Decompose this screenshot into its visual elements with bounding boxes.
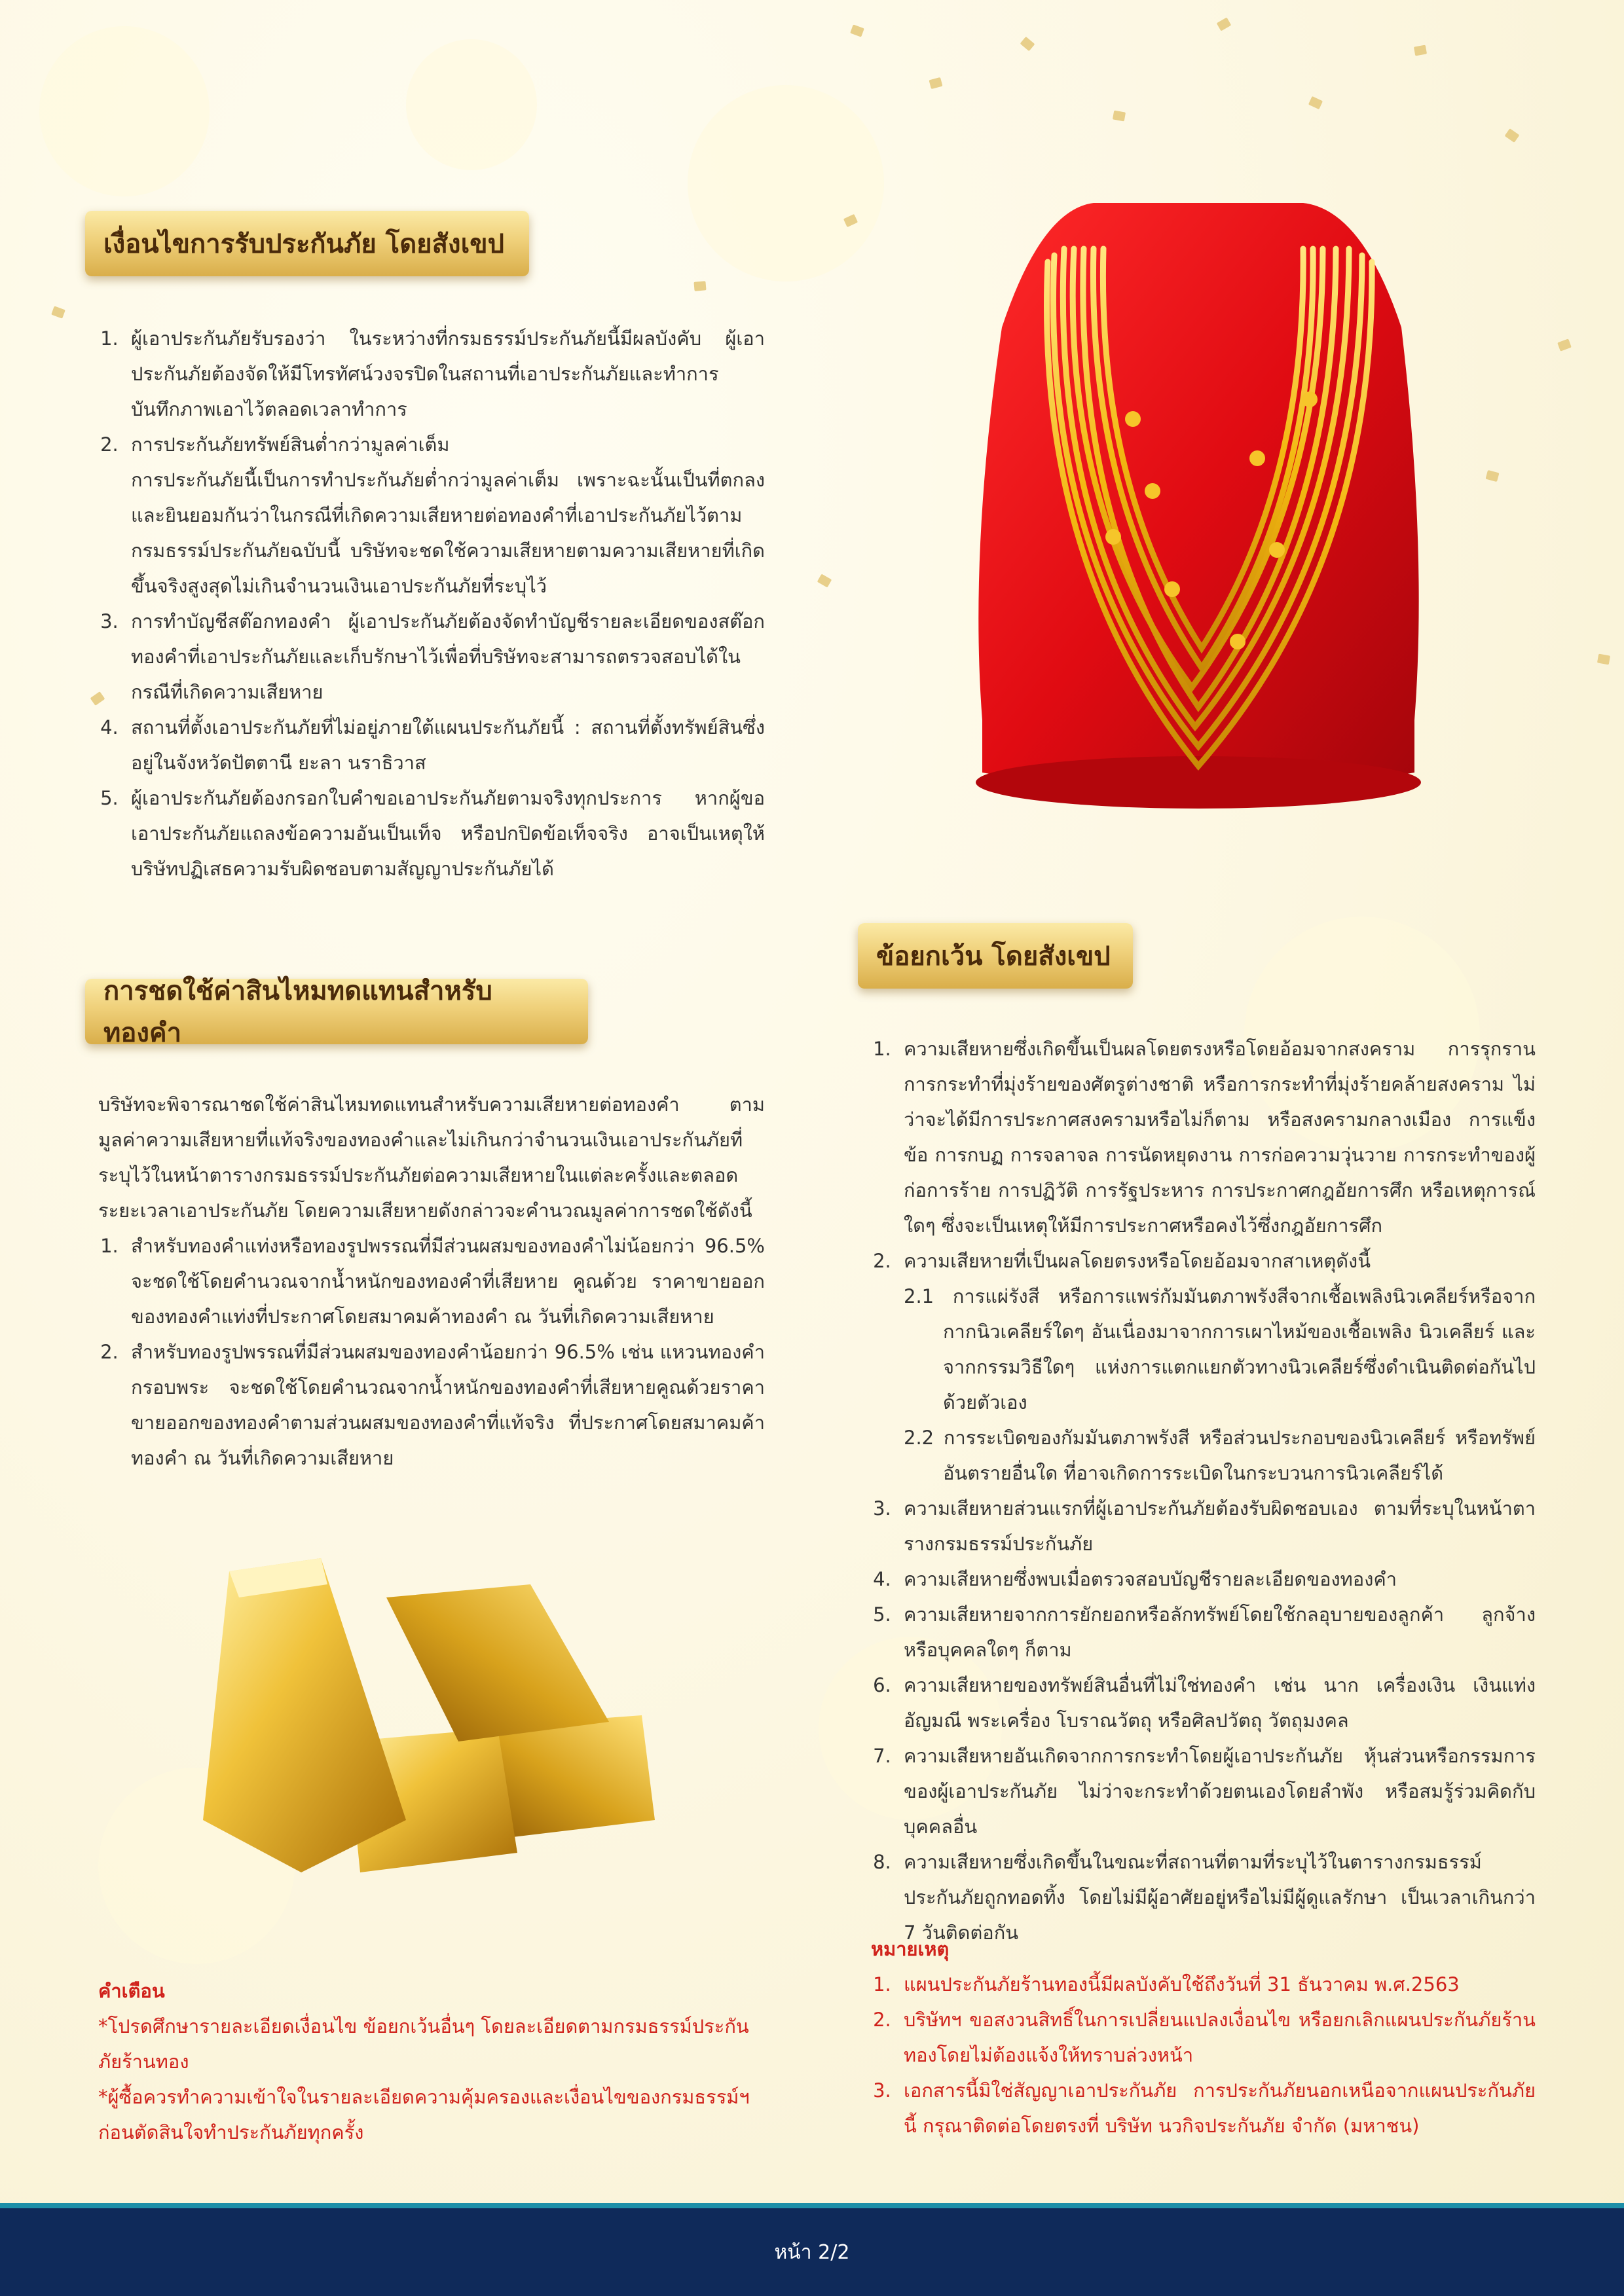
gold-necklace-on-red-stand-image <box>943 183 1454 825</box>
confetti <box>1217 17 1232 31</box>
list-item: 4. ความเสียหายซึ่งพบเมื่อตรวจสอบบัญชีรายละเอียดของทองคำ <box>897 1561 1536 1597</box>
warning-block <box>98 1973 765 2150</box>
list-item: 7. ความเสียหายอันเกิดจากการกระทำโดยผู้เอาประกันภัย หุ้นส่วนหรือกรรมการของผู้เอาประกันภัย ไม่ว่าจะกระทำด้วยตนเองโดยลำพัง หรือสมรู้ร่วมคิดกับบุคคลอื่น <box>897 1738 1536 1844</box>
list-item: 2. สำหรับทองรูปพรรณที่มีส่วนผสมของทองคำน้อยกว่า 96.5% เช่น แหวนทองคำ กรอบพระ จะชดใช้โดยคำนวณจากน้ำหนักของทองคำที่เสียหายคูณด้วยราคาขายออกของทองคำตามส่วนผสมของทองคำที่แท้จริง ที่ประกาศโดยสมาคมค้าทองคำ ณ วันที่เกิดความเสียหาย <box>124 1334 765 1476</box>
warning-line: *โปรดศึกษารายละเอียดเงื่อนไข ข้อยกเว้นอื่นๆ โดยละเอียดตามกรมธรรม์ประกันภัยร้านทอง <box>98 2015 749 2073</box>
bokeh-light <box>688 85 884 282</box>
confetti <box>1505 128 1520 143</box>
confetti <box>1597 654 1610 665</box>
conditions-list <box>98 321 765 886</box>
warning-title: คำเตือน <box>98 1980 165 2002</box>
bokeh-light <box>406 39 537 170</box>
list-item: 2. การประกันภัยทรัพย์สินต่ำกว่ามูลค่าเต็ม การประกันภัยนี้เป็นการทำประกันภัยต่ำกว่ามูลค่าเต็ม เพราะฉะนั้นเป็นที่ตกลงและยินยอมกันว่าในกรณีที่เกิดความเสียหายต่อทองคำที่เอาประกันภัยไว้ตามกรมธรรม์ประกันภัยฉบับนี้ บริษัทจะชดใช้ความเสียหายตามความเสียหายที่เกิดขึ้นจริงสูงสุดไม่เกินจำนวนเงินเอาประกันภัยที่ระบุไว้ <box>124 427 765 604</box>
confetti <box>850 24 864 37</box>
warning-line: *ผู้ซื้อควรทำความเข้าใจในรายละเอียดความคุ้มครองและเงื่อนไขของกรมธรรม์ฯ ก่อนตัดสินใจทำประกันภัยทุกครั้ง <box>98 2086 750 2143</box>
list-item: 4. สถานที่ตั้งเอาประกันภัยที่ไม่อยู่ภายใต้แผนประกันภัยนี้ : สถานที่ตั้งทรัพย์สินซึ่งอยู่ในจังหวัดปัตตานี ยะลา นราธิวาส <box>124 710 765 780</box>
confetti <box>693 281 706 291</box>
item-detail: การประกันภัยนี้เป็นการทำประกันภัยต่ำกว่ามูลค่าเต็ม เพราะฉะนั้นเป็นที่ตกลงและยินยอมกันว่าในกรณีที่เกิดความเสียหายต่อทองคำที่เอาประกันภัยไว้ตามกรมธรรม์ประกันภัยฉบับนี้ บริษัทจะชดใช้ความเสียหายตามความเสียหายที่เกิดขึ้นจริงสูงสุดไม่เกินจำนวนเงินเอาประกันภัยที่ระบุไว้ <box>131 469 765 597</box>
confetti <box>1020 37 1035 51</box>
notes-title: หมายเหตุ <box>871 1938 950 1960</box>
list-item: 5. ผู้เอาประกันภัยต้องกรอกใบคำขอเอาประกันภัยตามจริงทุกประการ หากผู้ขอเอาประกันภัยแถลงข้อความอันเป็นเท็จ หรือปกปิดข้อเท็จจริง อาจเป็นเหตุให้บริษัทปฏิเสธความรับผิดชอบตามสัญญาประกันภัยได้ <box>124 780 765 886</box>
compensation-body <box>98 1087 765 1476</box>
notes-block <box>871 1931 1536 2143</box>
list-item: 3. ความเสียหายส่วนแรกที่ผู้เอาประกันภัยต้องรับผิดชอบเอง ตามที่ระบุในหน้าตารางกรมธรรม์ประกันภัย <box>897 1491 1536 1561</box>
exclusions-heading: ข้อยกเว้น โดยสังเขป <box>858 923 1133 989</box>
gold-bars-image <box>190 1545 661 1886</box>
list-item: 3. การทำบัญชีสต๊อกทองคำ ผู้เอาประกันภัยต้องจัดทำบัญชีรายละเอียดของสต๊อกทองคำที่เอาประกันภัยและเก็บรักษาไว้เพื่อที่บริษัทจะสามารถตรวจสอบได้ในกรณีที่เกิดความเสียหาย <box>124 604 765 710</box>
sub-list-item: 2.2 การระเบิดของกัมมันตภาพรังสี หรือส่วนประกอบของนิวเคลียร์ หรือทรัพย์อันตรายอื่นใด ที่อาจเกิดการระเบิดในกระบวนการนิวเคลียร์ได้ <box>904 1427 1536 1484</box>
note-item: 3. เอกสารนี้มิใช่สัญญาเอาประกันภัย การประกันภัยนอกเหนือจากแผนประกันภัยนี้ กรุณาติดต่อโดยตรงที่ บริษัท นวกิจประกันภัย จำกัด (มหาชน) <box>897 2073 1536 2143</box>
confetti <box>1557 338 1572 351</box>
sub-list-item: 2.1 การแผ่รังสี หรือการแพร่กัมมันตภาพรังสีจากเชื้อเพลิงนิวเคลียร์หรือจากกากนิวเคลียร์ใดๆ อันเนื่องมาจากการเผาไหม้ของเชื้อเพลิง นิวเคลียร์ และจากกรรมวิธีใดๆ แห่งการแตกแยกตัวทางนิวเคลียร์ซึ่งดำเนินติดต่อกันไปด้วยตัวเอง <box>904 1285 1536 1413</box>
list-item: 2. ความเสียหายที่เป็นผลโดยตรงหรือโดยอ้อมจากสาเหตุดังนี้ 2.1 การแผ่รังสี หรือการแพร่กัมมันตภาพรังสีจากเชื้อเพลิงนิวเคลียร์หรือจากกากนิวเคลียร์ใดๆ อันเนื่องมาจากการเผาไหม้ของเชื้อเพลิง นิวเคลียร์ และจากกรรมวิธีใดๆ แห่งการแตกแยกตัวทางนิวเคลียร์ซึ่งดำเนินติดต่อกันไปด้วยตัวเอง 2.2 การระเบิดของกัมมันตภาพรังสี หรือส่วนประกอบของนิวเคลียร์ หรือทรัพย์อันตรายอื่นใด ที่อาจเกิดการระเบิดในกระบวนการนิวเคลียร์ได้ <box>897 1243 1536 1491</box>
confetti <box>1308 96 1323 109</box>
list-item: 1. ผู้เอาประกันภัยรับรองว่า ในระหว่างที่กรมธรรม์ประกันภัยนี้มีผลบังคับ ผู้เอาประกันภัยต้องจัดให้มีโทรทัศน์วงจรปิดในสถานที่เอาประกันภัยและทำการบันทึกภาพเอาไว้ตลอดเวลาทำการ <box>124 321 765 427</box>
exclusions-list <box>871 1031 1536 1950</box>
page-number: หน้า 2/2 <box>774 2240 850 2264</box>
list-item: 1. สำหรับทองคำแท่งหรือทองรูปพรรณที่มีส่วนผสมของทองคำไม่น้อยกว่า 96.5% จะชดใช้โดยคำนวณจากน้ำหนักของทองคำที่เสียหาย คูณด้วย ราคาขายออกของทองคำแท่งที่ประกาศโดยสมาคมค้าทองคำ ณ วันที่เกิดความเสียหาย <box>124 1228 765 1334</box>
list-item: 5. ความเสียหายจากการยักยอกหรือลักทรัพย์โดยใช้กลอุบายของลูกค้า ลูกจ้าง หรือบุคคลใดๆ ก็ตาม <box>897 1597 1536 1667</box>
compensation-heading: การชดใช้ค่าสินไหมทดแทนสำหรับทองคำ <box>85 979 588 1044</box>
note-item: 2. บริษัทฯ ขอสงวนสิทธิ์ในการเปลี่ยนแปลงเงื่อนไข หรือยกเลิกแผนประกันภัยร้านทองโดยไม่ต้องแจ้งให้ทราบล่วงหน้า <box>897 2002 1536 2073</box>
compensation-intro: บริษัทจะพิจารณาชดใช้ค่าสินไหมทดแทนสำหรับความเสียหายต่อทองคำ ตามมูลค่าความเสียหายที่แท้จริงของทองคำและไม่เกินกว่าจำนวนเงินเอาประกันภัยที่ระบุไว้ในหน้าตารางกรมธรรม์ประกันภัยต่อความเสียหายในแต่ละครั้งและตลอดระยะเวลาเอาประกันภัย โดยความเสียหายดังกล่าวจะคำนวณมูลค่าการชดใช้ดังนี้ <box>98 1093 765 1222</box>
confetti <box>817 574 832 587</box>
confetti <box>51 306 65 318</box>
list-item: 1. ความเสียหายซึ่งเกิดขึ้นเป็นผลโดยตรงหรือโดยอ้อมจากสงคราม การรุกราน การกระทำที่มุ่งร้ายของศัตรูต่างชาติ หรือการกระทำที่มุ่งร้ายคล้ายสงคราม ไม่ว่าจะได้มีการประกาศสงครามหรือไม่ก็ตาม หรือสงครามกลางเมือง การแข็งข้อ การกบฏ การจลาจล การนัดหยุดงาน การก่อความวุ่นวาย การกระทำของผู้ก่อการร้าย การปฏิวัติ การรัฐประหาร การประกาศกฎอัยการศึก หรือเหตุการณ์ใดๆ ซึ่งจะเป็นเหตุให้มีการประกาศหรือคงไว้ซึ่งกฎอัยการศึก <box>897 1031 1536 1243</box>
confetti <box>1414 45 1427 56</box>
confetti <box>1113 111 1126 122</box>
note-item: 1. แผนประกันภัยร้านทองนี้มีผลบังคับใช้ถึงวันที่ 31 ธันวาคม พ.ศ.2563 <box>897 1967 1536 2002</box>
list-item: 8. ความเสียหายซึ่งเกิดขึ้นในขณะที่สถานที่ตามที่ระบุไว้ในตารางกรมธรรม์ประกันภัยถูกทอดทิ้ง โดยไม่มีผู้อาศัยอยู่หรือไม่มีผู้ดูแลรักษา เป็นเวลาเกินกว่า 7 วันติดต่อกัน <box>897 1844 1536 1950</box>
conditions-heading: เงื่อนไขการรับประกันภัย โดยสังเขป <box>85 211 529 276</box>
list-item: 6. ความเสียหายของทรัพย์สินอื่นที่ไม่ใช่ทองคำ เช่น นาก เครื่องเงิน เงินแท่ง อัญมณี พระเครื่อง โบราณวัตถุ หรือศิลปวัตถุ วัตถุมงคล <box>897 1667 1536 1738</box>
page-footer <box>0 2203 1624 2296</box>
confetti <box>1485 470 1499 482</box>
bokeh-light <box>39 26 210 196</box>
confetti <box>929 77 942 89</box>
